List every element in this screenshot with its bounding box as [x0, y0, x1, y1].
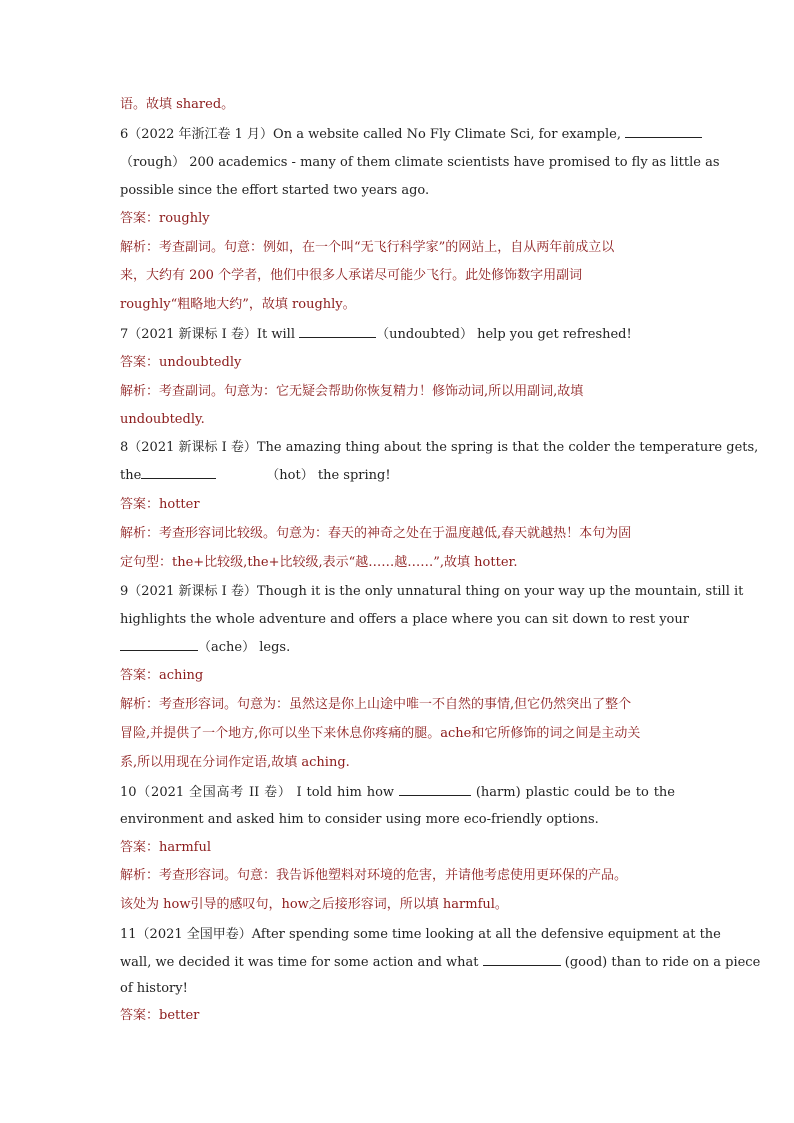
intro-line: 语。故填 shared。: [120, 97, 235, 112]
q7-source: 7（2021 新课标 I 卷）: [120, 327, 257, 342]
q8-line-1: [120, 438, 759, 458]
q11-line-3: of history!: [120, 981, 188, 996]
q8-blank: [141, 466, 216, 479]
q6-analysis-2: 来，大约有 200 个学者，他们中很多人承诺尽可能少飞行。此处修饰数字用副词: [120, 268, 583, 283]
q7-blank: [299, 325, 376, 338]
q9-text-1: Though it is the only unnatural thing on your way up the mountain, still it: [256, 584, 744, 599]
q6-text-1: On a website called No Fly Climate Sci, for example,: [273, 127, 621, 142]
q9-source: 9（2021 新课标 I 卷）: [120, 584, 257, 599]
q8-text-before: the: [120, 468, 142, 483]
q9-analysis-3: 系,所以用现在分词作定语,故填 aching.: [120, 755, 350, 770]
q10-analysis-1: 解析：考查形容词。句意：我告诉他塑料对环境的危害，并请他考虑使用更环保的产品。: [120, 868, 628, 883]
q6-line-3: possible since the effort started two years ago.: [120, 183, 430, 198]
q9-text-after: legs.: [259, 640, 291, 655]
q11-answer: 答案：better: [120, 1008, 200, 1023]
q6-answer: 答案：roughly: [120, 211, 210, 226]
q11-source: 11（2021 全国甲卷）: [120, 927, 252, 942]
q9-hint: （ache）: [198, 640, 256, 655]
q7-answer: 答案：undoubtedly: [120, 355, 242, 370]
q6-line-2: [120, 153, 720, 173]
q11-text-after: (good) than to ride on a piece: [564, 955, 761, 970]
q9-line-3: [120, 638, 675, 658]
q6-source: 6（2022 年浙江卷 1 月）: [120, 127, 274, 142]
q10-line-1: [120, 783, 675, 803]
q7-analysis-2: undoubtedly.: [120, 412, 205, 427]
q9-line-1: [120, 582, 744, 602]
q7-hint: （undoubted）: [376, 327, 473, 342]
q9-analysis-1: 解析：考查形容词。句意为：虽然这是你上山途中唯一不自然的事情,但它仍然突出了整个: [120, 697, 632, 712]
q8-analysis-1: 解析：考查形容词比较级。句意为：春天的神奇之处在于温度越低,春天就越热！本句为固: [120, 526, 632, 541]
q9-line-2: highlights the whole adventure and offers a place where you can sit down to rest your: [120, 612, 689, 627]
q10-blank: [399, 783, 471, 796]
q9-analysis-2: 冒险,并提供了一个地方,你可以坐下来休息你疼痛的腿。ache和它所修饰的词之间是主动关: [120, 726, 641, 741]
q8-hint: （hot）: [266, 468, 314, 483]
q10-source: 10（2021 全国高考 II 卷）: [120, 785, 292, 800]
q11-line-1: [120, 925, 721, 945]
q7-text-after: help you get refreshed!: [477, 327, 632, 342]
q8-answer: 答案：hotter: [120, 497, 200, 512]
q9-blank: [120, 638, 198, 651]
q6-text-2: 200 academics - many of them climate scientists have promised to fly as little as: [189, 155, 720, 170]
q10-line-2: environment and asked him to consider using more eco-friendly options.: [120, 812, 599, 827]
q6-analysis-1: 解析：考查副词。句意：例如，在一个叫“无飞行科学家”的网站上，自从两年前成立以: [120, 240, 615, 255]
q11-text-1: After spending some time looking at all the defensive equipment at the: [251, 927, 721, 942]
q9-answer: 答案：aching: [120, 668, 204, 683]
q7-text-before: It will: [256, 327, 295, 342]
q8-source: 8（2021 新课标 I 卷）: [120, 440, 257, 455]
q7-line-1: [120, 325, 675, 345]
q8-analysis-2: 定句型：the+比较级,the+比较级,表示“越……越……”,故填 hotter.: [120, 555, 518, 570]
q10-text-before: I told him how: [296, 785, 395, 800]
q6-line-1: [120, 125, 675, 145]
q6-analysis-3: roughly“粗略地大约”，故填 roughly。: [120, 297, 356, 312]
q11-line-2: [120, 953, 761, 973]
q6-blank: [625, 125, 702, 138]
q8-text-after: the spring!: [317, 468, 391, 483]
q11-text-before: wall, we decided it was time for some action and what: [120, 955, 479, 970]
q10-answer: 答案：harmful: [120, 840, 212, 855]
q6-hint: （rough）: [120, 155, 186, 170]
q10-analysis-2: 该处为 how引导的感叹句，how之后接形容词，所以填 harmful。: [120, 897, 508, 912]
q11-blank: [483, 953, 561, 966]
q10-text-after: (harm) plastic could be to the: [475, 785, 675, 800]
q8-text-1: The amazing thing about the spring is that the colder the temperature gets,: [256, 440, 759, 455]
q7-analysis-1: 解析：考查副词。句意为：它无疑会帮助你恢复精力！修饰动词,所以用副词,故填: [120, 384, 584, 399]
q8-line-2: [120, 466, 675, 486]
